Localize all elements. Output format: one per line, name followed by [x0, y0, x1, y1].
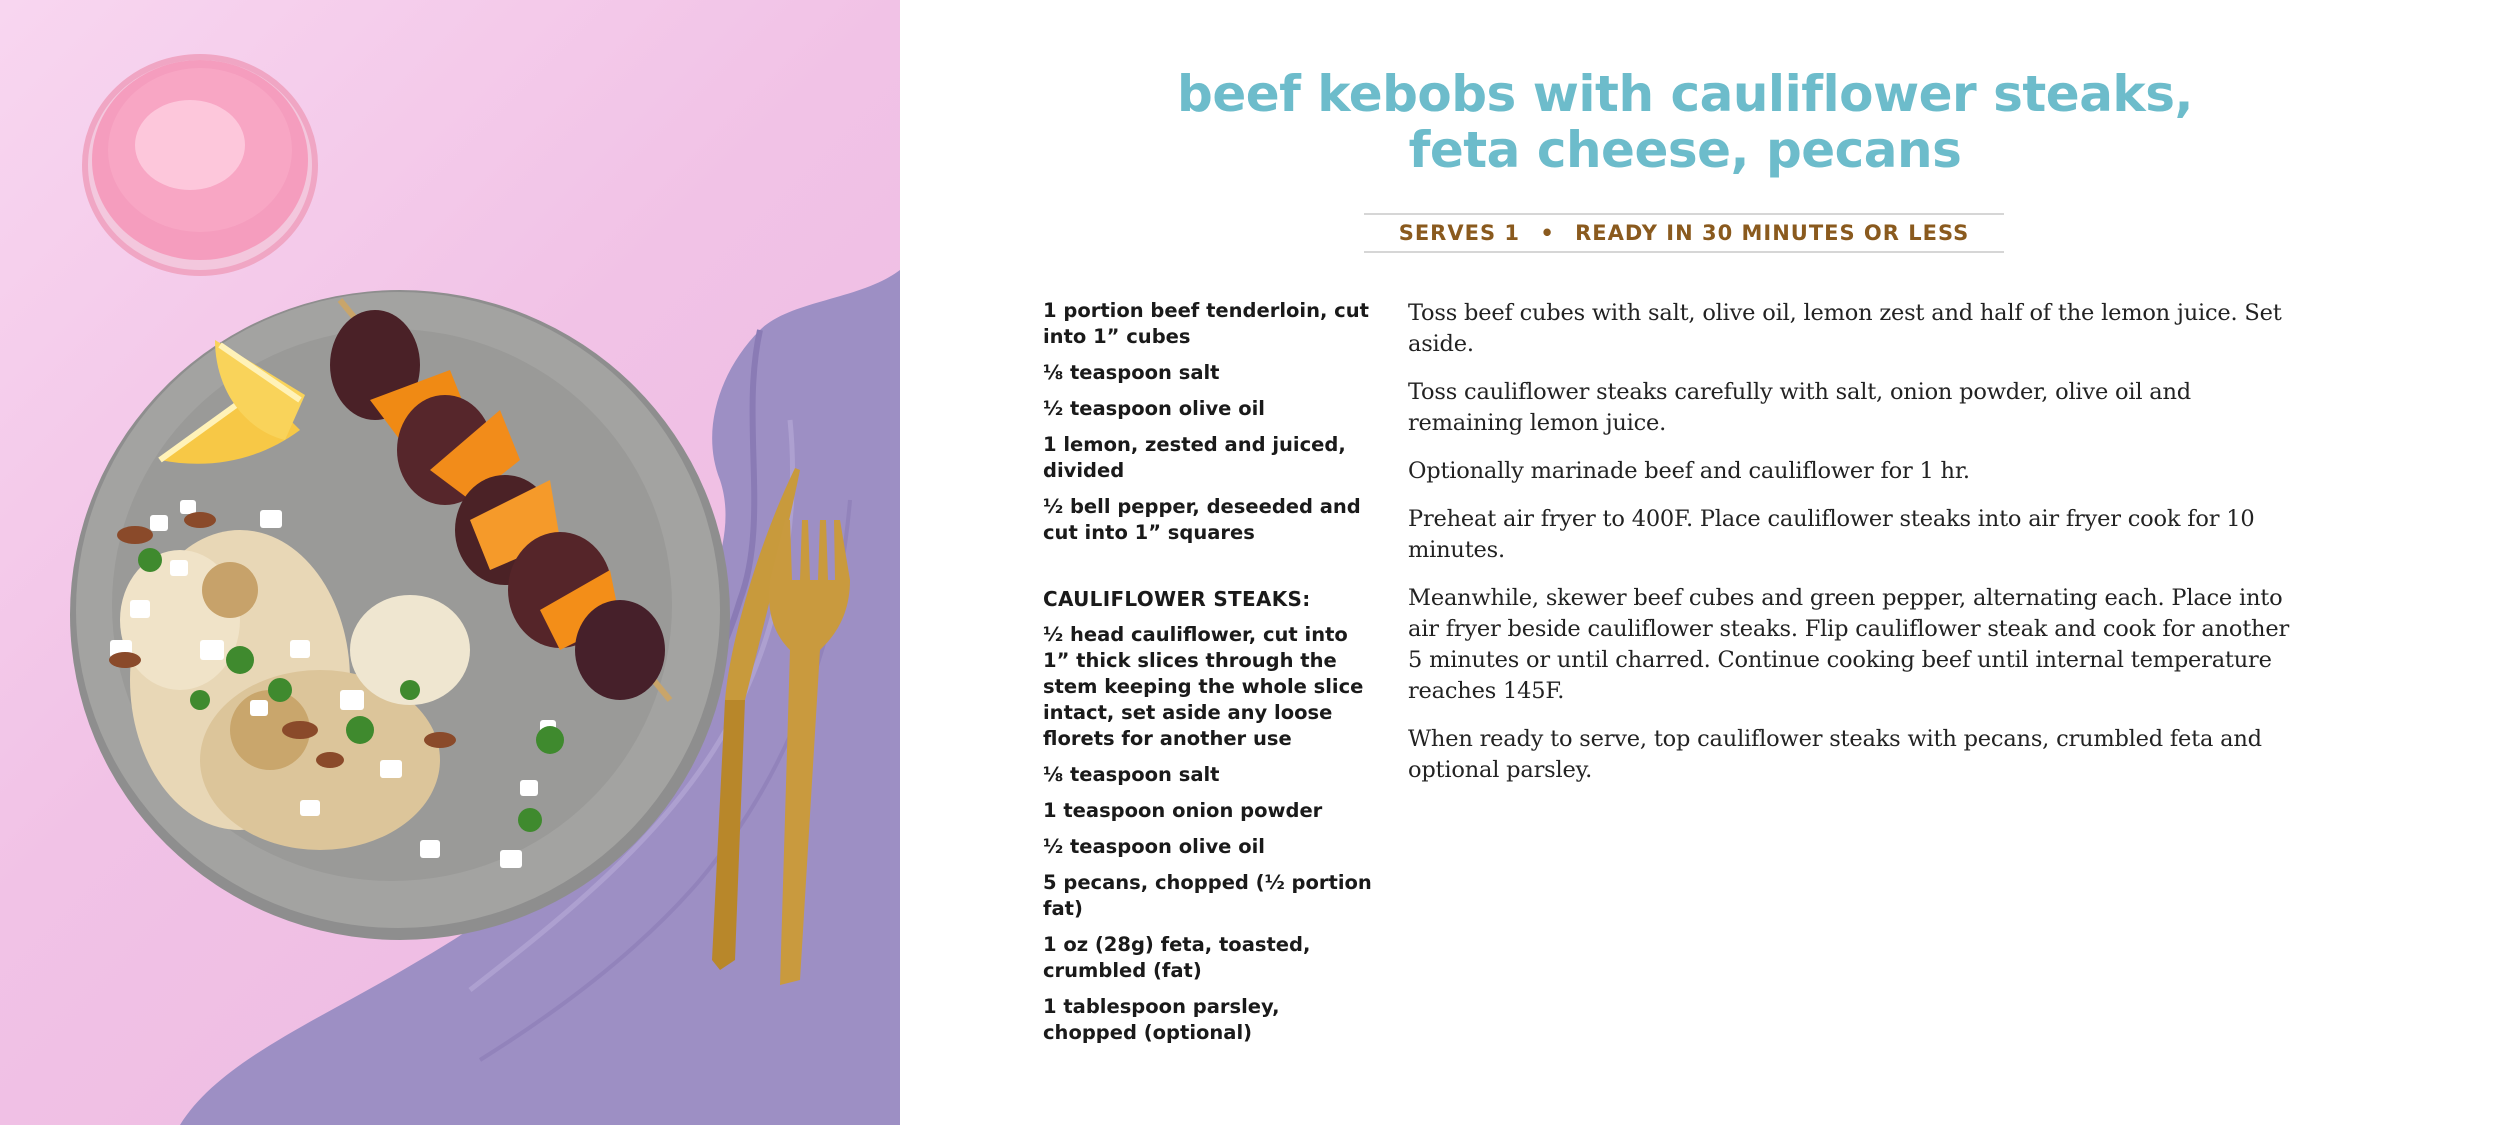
ingredient-item: 1 portion beef tenderloin, cut into 1” cubes: [1043, 299, 1369, 348]
glass: [85, 57, 315, 273]
cauliflower-section-heading: CAULIFLOWER STEAKS:: [1043, 587, 1311, 611]
ingredient-item: 1 lemon, zested and juiced, divided: [1043, 433, 1346, 482]
recipe-photo: [0, 0, 900, 1125]
ingredient-item: 1 teaspoon onion powder: [1043, 799, 1323, 822]
ingredient-item: ½ head cauliflower, cut into 1” thick slices through the stem keeping the whole slice intact, set aside any loose florets for another use: [1043, 623, 1364, 750]
meta-separator: •: [1540, 221, 1555, 245]
serves-label: SERVES 1: [1398, 221, 1520, 245]
instruction-step: Toss cauliflower steaks carefully with salt, onion powder, olive oil and remaining lemon juice.: [1408, 379, 2192, 436]
ingredient-item: ½ bell pepper, deseeded and cut into 1” squares: [1043, 495, 1361, 544]
recipe-meta: [1364, 213, 2004, 253]
instruction-step: Meanwhile, skewer beef cubes and green pepper, alternating each. Place into air fryer beside cauliflower steaks. Flip cauliflower steak and cook for another 5 minutes or until charred. Continue cooking beef until internal temperature reaches 145F.: [1408, 585, 2290, 704]
ingredients-list: [1043, 298, 1373, 1056]
instruction-step: Toss beef cubes with salt, olive oil, lemon zest and half of the lemon juice. Set aside.: [1408, 300, 2282, 357]
instruction-step: When ready to serve, top cauliflower steaks with pecans, crumbled feta and optional parsley.: [1408, 726, 2262, 783]
instruction-step: Preheat air fryer to 400F. Place cauliflower steaks into air fryer cook for 10 minutes.: [1408, 506, 2255, 563]
recipe-title-line-1: beef kebobs with cauliflower steaks,: [1177, 65, 2193, 123]
ready-time-label: READY IN 30 MINUTES OR LESS: [1575, 221, 1970, 245]
ingredient-item: ⅛ teaspoon salt: [1043, 361, 1220, 384]
ingredient-item: 1 oz (28g) feta, toasted, crumbled (fat): [1043, 933, 1311, 982]
instructions: [1408, 298, 2308, 803]
ingredient-item: ½ teaspoon olive oil: [1043, 397, 1265, 420]
ingredient-item: 1 tablespoon parsley, chopped (optional): [1043, 995, 1280, 1044]
ingredient-item: ⅛ teaspoon salt: [1043, 763, 1220, 786]
ingredient-item: ½ teaspoon olive oil: [1043, 835, 1265, 858]
instruction-step: Optionally marinade beef and cauliflower for 1 hr.: [1408, 458, 1970, 484]
recipe-title-line-2: feta cheese, pecans: [1408, 121, 1962, 179]
ingredient-item: 5 pecans, chopped (½ portion fat): [1043, 871, 1372, 920]
recipe-title: [1100, 66, 2270, 178]
